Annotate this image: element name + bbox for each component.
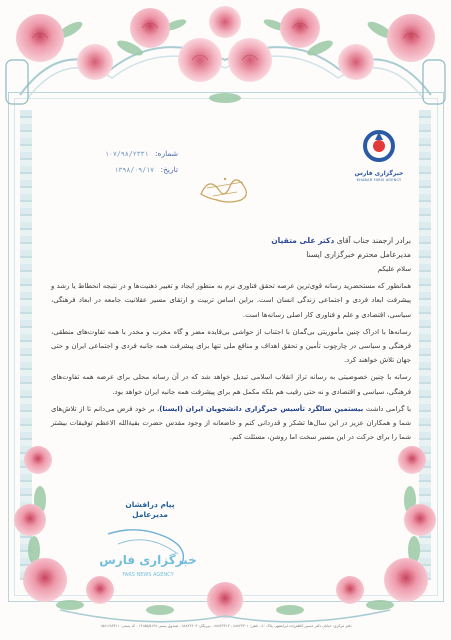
basmala-calligraphy (195, 170, 255, 206)
agency-emblem-icon (359, 126, 399, 166)
agency-logo-caption: KHABAR FARSI AGENCY (356, 178, 402, 182)
stamp-en-text: FARS NEWS AGENCY (122, 572, 174, 578)
addressee-name: دکتر علی متقیان (271, 236, 335, 245)
signatory-name: پیام درافشان (125, 500, 175, 509)
paragraph-4-highlight: بیستمین سالگرد تأسیس خبرگزاری دانشجویان ایران (ایسنا) (159, 404, 364, 413)
addressee-line (51, 234, 411, 248)
number-row (48, 146, 178, 162)
reference-block (48, 146, 178, 178)
basmala-calligraphy-graphic (195, 170, 255, 206)
date-label: تاریخ: (160, 165, 178, 174)
bottom-floral-garland (0, 440, 451, 640)
agency-stamp (98, 524, 198, 584)
footer-address: دفتر مرکزی: خیابان دکتر حسین کاظم‌زاده ایرانشهر، پلاک ۸۰ - تلفن: ۸۸۸۲۳۳۰۱ - ۸۸۸۲۲۳۱۳ - دورنگار: ۸۸۸۲۲۶۰۳ - صندوق پستی ۱۴۱۵۵/۵۱۳۸ - کد پستی: ۱۵۸۱۶۸۳۴۱۱ (100, 624, 352, 628)
greeting: سلام علیکم (377, 265, 411, 273)
letter-body (51, 262, 411, 447)
paragraph-3: رسانه با چنین خصوصیتی به رسانه تراز انقلاب اسلامی تبدیل خواهد شد که در آن رسانه محلی برای عرضه همه تفاوت‌های فرهنگی، سیاسی و اقتصادی و نه حتی رقیب هم بلکه مکمل هم برای پیشرفت همه جانبه ایران خواهد بود. (51, 373, 411, 396)
paragraph-1: همانطور که مستحضرید رسانه قوی‌ترین عرصه تحقق فناوری نرم به منظور ایجاد و تغییر ذهنیت‌ها و در نتیجه انحطاط یا رشد و پیشرفت ابعاد فردی و اجتماعی زندگی انسان است. براین اساس تربیت و ارتقای مسیر عقلانیت جامعه در ابعاد فرهنگی، سیاسی، اقتصادی و علم و فناوری کار اصلی رسانه‌ها است. (51, 282, 411, 319)
paragraph-2: رسانه‌ها با ادراک چنین مأموریتی بی‌گمان با اجتناب از حواشی بی‌فایده مضر و گاه مخرب و مخدر با همه تفاوت‌های منطقی، فرهنگی و سیاسی در چارچوب تأمین و تحقق اهداف و منافع ملی تنها برای پیشرفت همه جانبه فردی و اجتماعی ایران و حتی جهان تلاش خواهند کرد. (51, 327, 411, 365)
number-value: ۱۰۷/۹۸/۲۳۳۱ (104, 150, 149, 158)
signature-block (104, 500, 196, 520)
signatory-title: مدیرعامل (132, 510, 168, 519)
paragraph-4-post: ، بر خود فرض می‌دانم تا از تلاش‌های شما و همکاران عزیز در این سال‌ها تشکر و قدردانی کنم و خاضعانه از وجود مقدس حضرت بقیة‌الله الاعظم توفیقات بیشتر شما را برای حرکت در این مسیر سخت اما روشن، مسئلت کنم. (51, 404, 411, 442)
addressee-title: مدیرعامل محترم خبرگزاری ایسنا (306, 250, 411, 259)
stamp-fa-text: خبرگزاری فارس (99, 553, 197, 567)
agency-logo-name: خبرگزاری فارس (354, 170, 404, 177)
date-row (48, 162, 178, 178)
addressee-prefix: برادر ارجمند جناب آقای (336, 236, 411, 245)
number-label: شماره: (155, 149, 178, 158)
paragraph-4-pre: با گرامی داشت (365, 404, 411, 413)
paragraph-4 (51, 402, 411, 445)
top-floral-garland (0, 0, 451, 125)
salutation-block (51, 234, 411, 262)
date-value: ۱۳۹۸/۰۹/۱۷ (114, 166, 155, 174)
agency-logo (347, 126, 411, 182)
